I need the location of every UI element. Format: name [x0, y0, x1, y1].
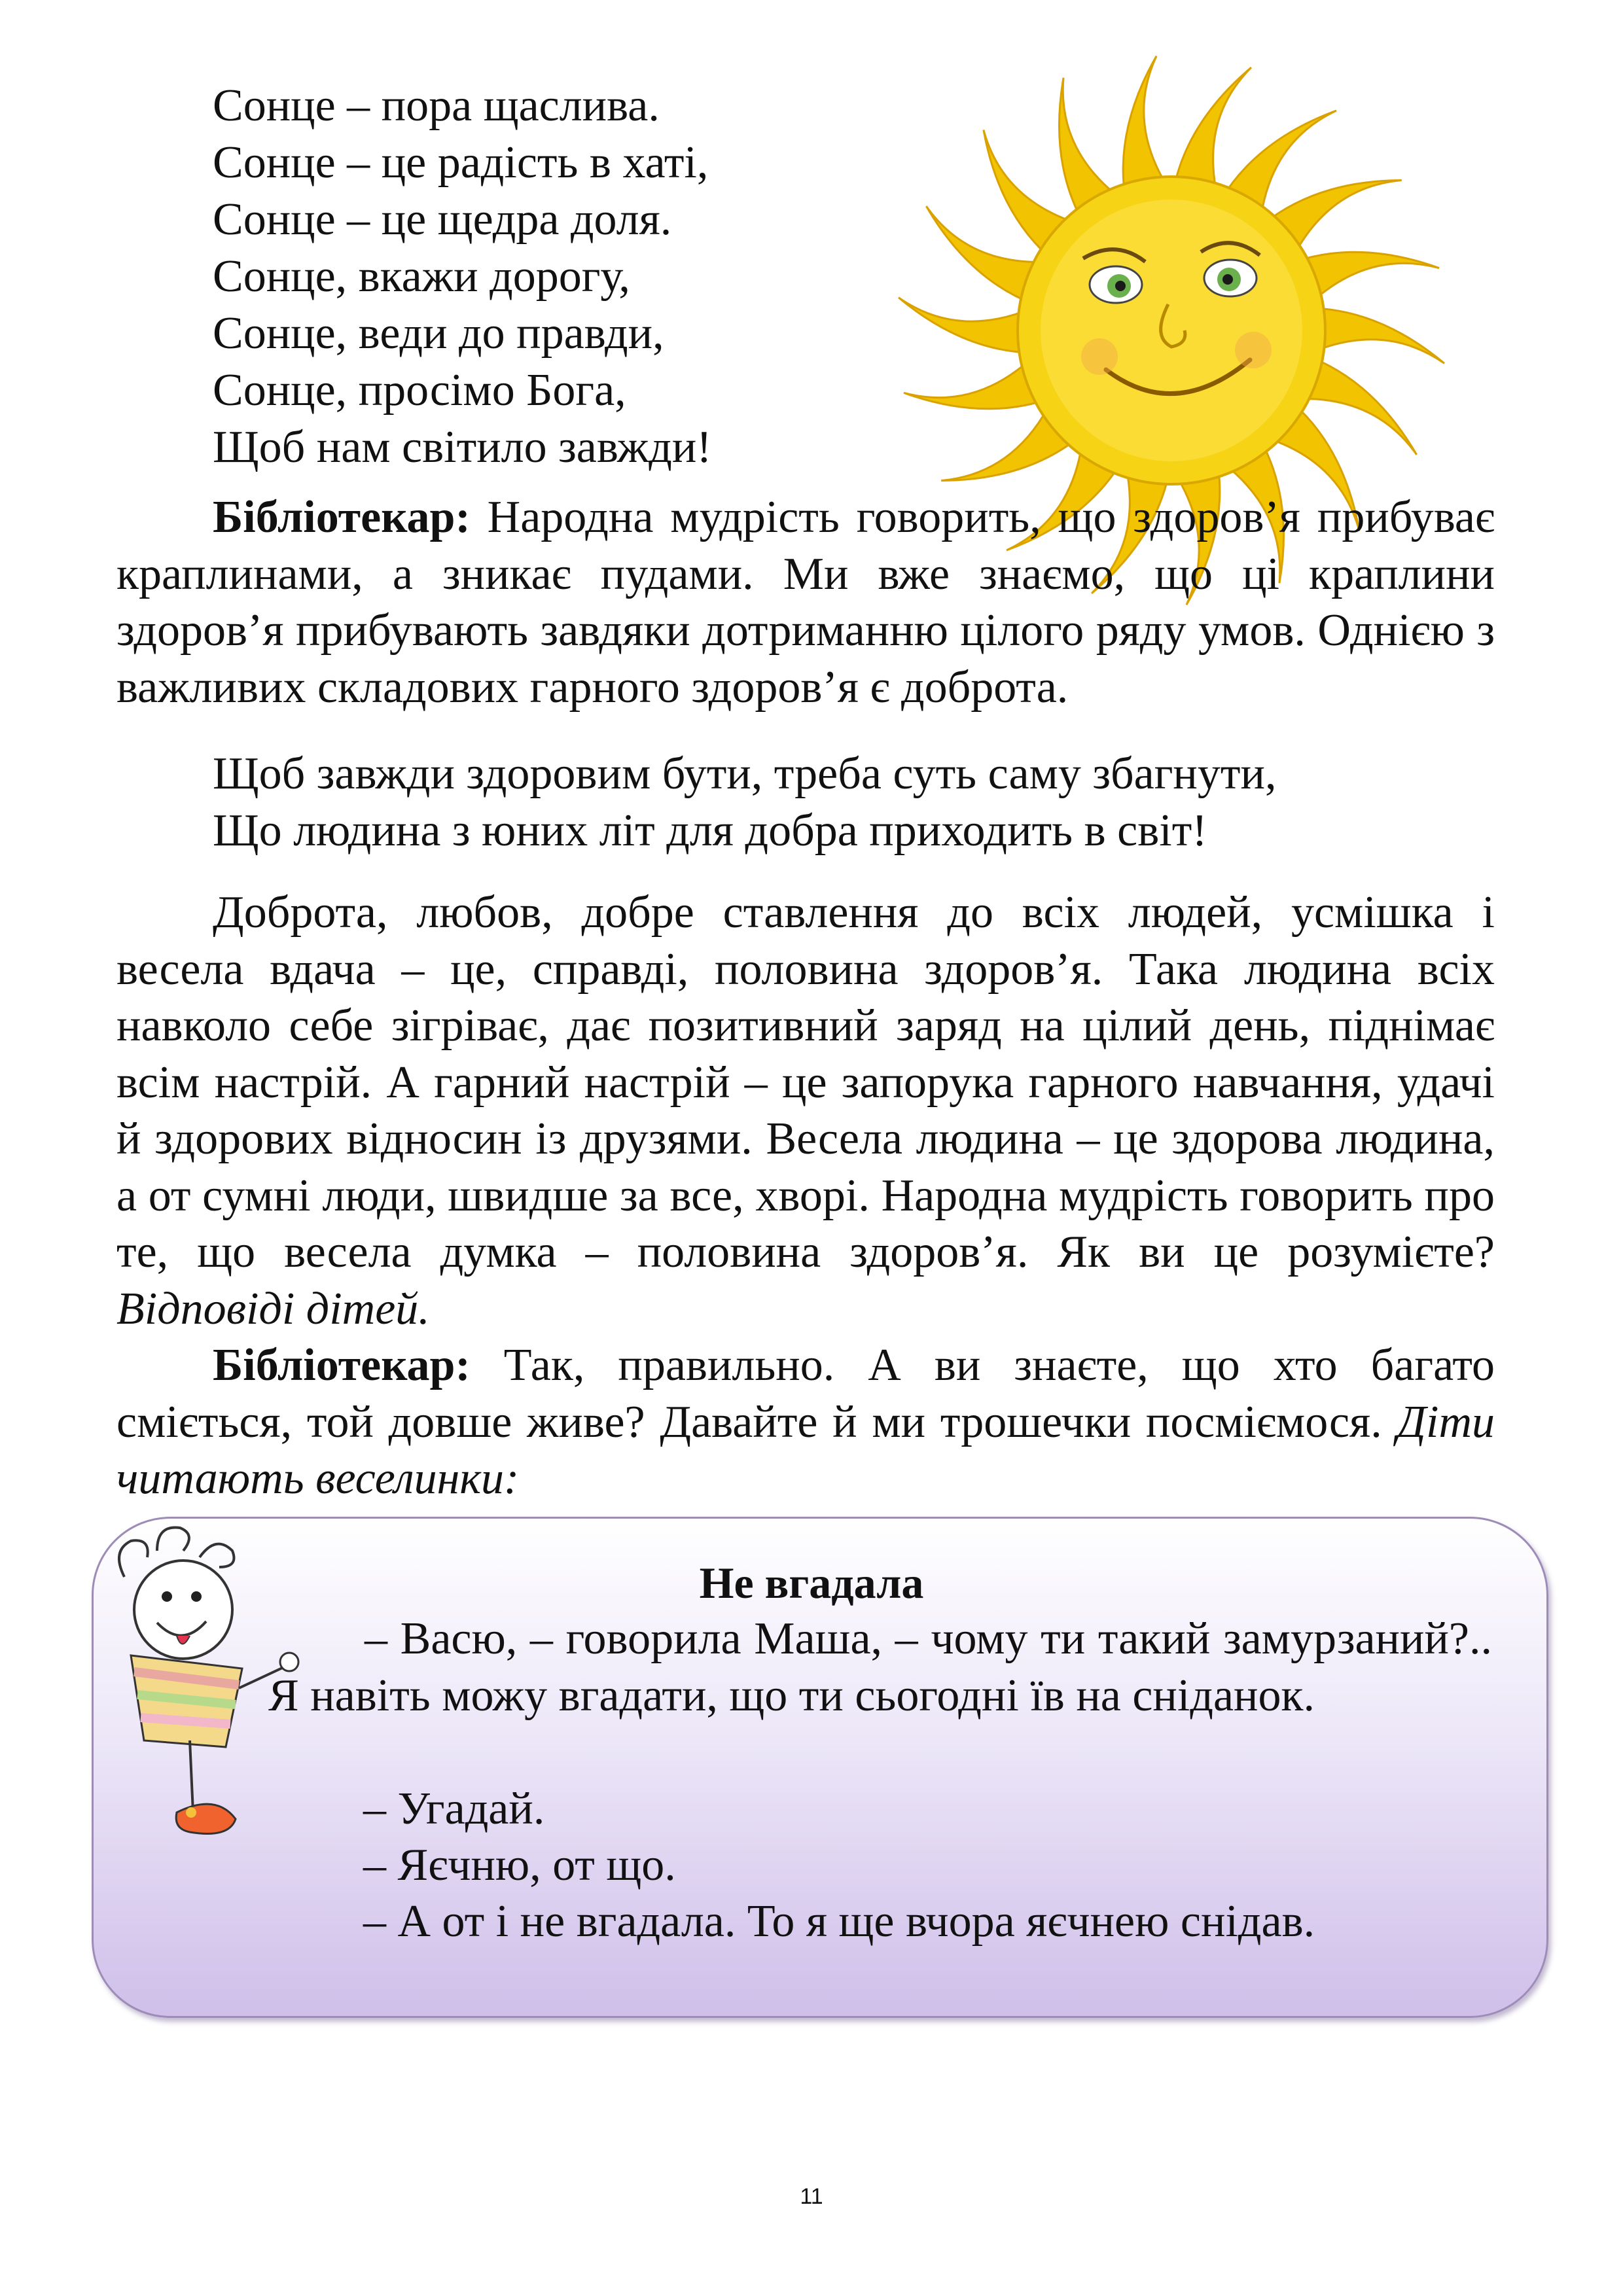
sun-ray [899, 298, 1033, 353]
couplet-line: Що людина з юних літ для добра приходить в світ! [213, 805, 1207, 856]
poem-line: Сонце – це радість в хаті, [213, 137, 709, 188]
paragraph-kindness [116, 885, 1495, 1337]
poem-line: Сонце, веди до правди, [213, 308, 664, 359]
paragraph-librarian-2 [116, 1337, 1495, 1508]
poem-line: Сонце, вкажи дорогу, [213, 251, 630, 302]
paragraph-text: Доброта, любов, добре ставлення до всіх людей, усмішка і весела вдача – це, справді, половина здоров’я. Така людина всіх навколо себе зігріває, дає позитивний заряд на цілий день, піднімає всім настрій. А гарний настрій – це запорука гарного навчання, удачі й здорових відносин із друзями. Весела людина – це здорова людина, а от сумні люди, швидше за все, хворі. Народна мудрість говорить про те, що весела думка – половина здоров’я. Як ви це розумієте? [116, 887, 1495, 1277]
sun-ray [1310, 308, 1444, 364]
poem-line: Сонце, просімо Бога, [213, 365, 626, 415]
paragraph-librarian-1 [116, 489, 1495, 716]
paragraph-text: Народна мудрість говорить, що здоров’я прибуває краплинами, а зникає пудами. Ми вже знаємо, що ці краплини здоров’я прибувають завдяки дотриманню цілого ряду умов. Однією з важливих складових гарного здоров’я є доброта. [116, 492, 1495, 713]
italic-note: Діти читають веселинки: [116, 1396, 1495, 1504]
joke-line: – А от і не вгадала. То я ще вчора яєчнею снідав. [363, 1896, 1315, 1947]
couplet [213, 746, 1276, 859]
poem-line: Сонце – це щедра доля. [213, 194, 672, 245]
joke-title: Не вгадала [699, 1558, 924, 1608]
page-number: 11 [800, 2184, 823, 2209]
joke-line: – Угадай. [363, 1784, 545, 1834]
speaker-label: Бібліотекар: [213, 1340, 471, 1390]
speaker-label: Бібліотекар: [213, 492, 471, 542]
italic-note: Відповіді дітей. [116, 1283, 430, 1334]
joke-intro: – Васю, – говорила Маша, – чому ти такий замурзаний?.. Я навіть можу вгадати, що ти сьогодні їв на сніданок. [268, 1614, 1492, 1721]
paragraph-text: Так, правильно. А ви знаєте, що хто багато сміється, той довше живе? Давайте й ми трошечки посміємося. [116, 1340, 1495, 1447]
couplet-line: Щоб завжди здоровим бути, треба суть саму збагнути, [213, 749, 1277, 799]
joke-line: – Яєчню, от що. [363, 1840, 676, 1890]
poem-line: Щоб нам світило завжди! [213, 422, 712, 472]
poem [213, 77, 712, 476]
poem-line: Сонце – пора щаслива. [213, 80, 660, 131]
